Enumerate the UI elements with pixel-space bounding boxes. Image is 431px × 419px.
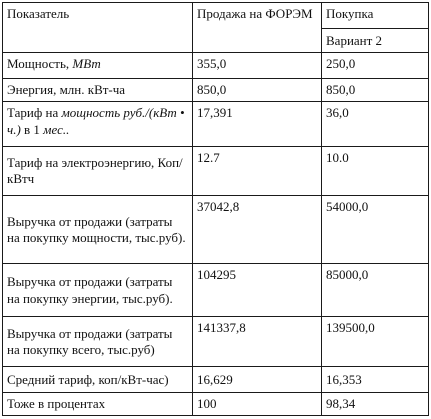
label-unit: мощность руб./(кВт • ч.)	[7, 105, 185, 137]
table-row	[3, 264, 429, 317]
cell-purchase: 54000,0	[322, 195, 429, 264]
data-table	[2, 2, 429, 416]
cell-sale: 141337,8	[193, 317, 322, 366]
cell-purchase: 250,0	[322, 53, 429, 79]
table-row	[3, 195, 429, 264]
row-label	[3, 53, 193, 79]
label-text: Мощность,	[7, 56, 73, 72]
label-text: в 1	[20, 121, 44, 137]
row-label: Тариф на электроэнергию, Коп/кВтч	[3, 147, 193, 195]
cell-purchase: 98,34	[322, 393, 429, 416]
row-label: Средний тариф, коп/кВт-час)	[3, 366, 193, 393]
cell-purchase: 85000,0	[322, 264, 429, 317]
cell-sale: 17,391	[193, 102, 322, 147]
cell-sale: 850,0	[193, 78, 322, 102]
cell-sale: 104295	[193, 264, 322, 317]
cell-purchase: 36,0	[322, 102, 429, 147]
table-row	[3, 317, 429, 366]
row-label: Энергия, млн. кВт-ча	[3, 78, 193, 102]
cell-purchase: 139500,0	[322, 317, 429, 366]
table-row	[3, 366, 429, 393]
table-row	[3, 102, 429, 147]
label-unit: мес..	[43, 121, 70, 137]
cell-sale: 12.7	[193, 147, 322, 195]
row-label	[3, 102, 193, 147]
cell-purchase: 850,0	[322, 78, 429, 102]
row-label: Тоже в процентах	[3, 393, 193, 416]
header-sale: Продажа на ФОРЭМ	[193, 3, 322, 53]
table-row	[3, 53, 429, 79]
cell-purchase: 16,353	[322, 366, 429, 393]
table-row	[3, 393, 429, 416]
row-label: Выручка от продажи (затраты на покупку всего, тыс.руб)	[3, 317, 193, 366]
cell-sale: 355,0	[193, 53, 322, 79]
cell-sale: 37042,8	[193, 195, 322, 264]
header-variant: Вариант 2	[322, 28, 429, 53]
row-label: Выручка от продажи (затраты на покупку энергии, тыс.руб).	[3, 264, 193, 317]
table-row	[3, 147, 429, 195]
row-label: Выручка от продажи (затраты на покупку мощности, тыс.руб).	[3, 195, 193, 264]
cell-sale: 100	[193, 393, 322, 416]
cell-sale: 16,629	[193, 366, 322, 393]
header-param: Показатель	[3, 3, 193, 53]
label-unit: МВт	[72, 56, 101, 72]
header-purchase: Покупка	[322, 3, 429, 29]
label-text: Тариф на	[7, 105, 62, 121]
cell-purchase: 10.0	[322, 147, 429, 195]
table-row	[3, 78, 429, 102]
